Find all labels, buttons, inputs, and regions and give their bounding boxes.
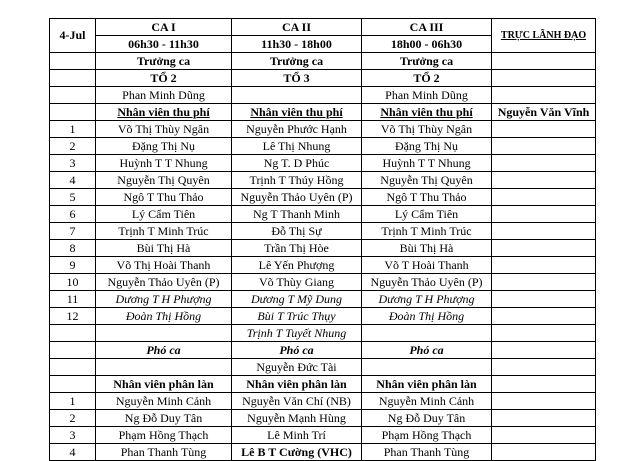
staff-row	[50, 274, 596, 291]
shift-1-person: Phạm Hồng Thạch	[96, 427, 232, 444]
shift-2-staff-title: Nhân viên thu phí	[232, 104, 362, 121]
empty-cell	[50, 104, 96, 121]
shift-1-person: Ngô T Thu Thảo	[96, 189, 232, 206]
empty-cell	[492, 240, 596, 257]
empty-cell	[492, 70, 596, 87]
lane-row	[50, 427, 596, 444]
shift-3-person: Nguyễn Thị Quyên	[362, 172, 492, 189]
shift-2-person: Lê Yến Phượng	[232, 257, 362, 274]
shift-3-person: Lý Cẩm Tiên	[362, 206, 492, 223]
row-number: 3	[50, 155, 96, 172]
extra-staff-row	[50, 325, 596, 342]
empty-cell	[492, 291, 596, 308]
head-team-row	[50, 70, 596, 87]
shift-3-person: Phan Thanh Tùng	[362, 444, 492, 461]
shift-3-staff-title: Nhân viên thu phí	[362, 104, 492, 121]
row-number: 9	[50, 257, 96, 274]
shift-3-person: Bùi Thị Hà	[362, 240, 492, 257]
staff-row	[50, 291, 596, 308]
shift-3-person: Nguyễn Minh Cảnh	[362, 393, 492, 410]
staff-row	[50, 257, 596, 274]
leader-name: Nguyễn Văn Vĩnh	[492, 104, 596, 121]
staff-row	[50, 189, 596, 206]
empty-cell	[50, 376, 96, 393]
head-name-row	[50, 87, 596, 104]
lane-row	[50, 410, 596, 427]
row-number: 2	[50, 410, 96, 427]
empty-cell	[492, 223, 596, 240]
shift-3-head-title: Trưởng ca	[362, 53, 492, 70]
empty-cell	[492, 189, 596, 206]
empty-cell	[492, 274, 596, 291]
shift-1-person: Đoàn Thị Hồng	[96, 308, 232, 325]
row-number: 10	[50, 274, 96, 291]
shift-2-person: Ng T. D Phúc	[232, 155, 362, 172]
empty-cell	[492, 138, 596, 155]
shift-1-person: Lý Cẩm Tiên	[96, 206, 232, 223]
empty-cell	[96, 325, 232, 342]
shift-schedule-table	[49, 18, 596, 461]
empty-cell	[492, 87, 596, 104]
row-number: 1	[50, 121, 96, 138]
shift-1-person: Đặng Thị Nụ	[96, 138, 232, 155]
empty-cell	[492, 410, 596, 427]
shift-2-team: TỔ 3	[232, 70, 362, 87]
staff-row	[50, 308, 596, 325]
row-number: 5	[50, 189, 96, 206]
lane-title-row	[50, 376, 596, 393]
shift-2-head-name	[232, 87, 362, 104]
staff-title-row	[50, 104, 596, 121]
shift-3-person: Ng Đỗ Duy Tân	[362, 410, 492, 427]
shift-3-person: Đặng Thị Nụ	[362, 138, 492, 155]
shift-3-person: Ngô T Thu Thảo	[362, 189, 492, 206]
empty-cell	[50, 87, 96, 104]
date-cell: 4-Jul	[50, 19, 96, 53]
shift-2-person: Võ Thùy Giang	[232, 274, 362, 291]
shift-2-person: Dương T Mỹ Dung	[232, 291, 362, 308]
row-number: 6	[50, 206, 96, 223]
shift-1-name: CA I	[96, 19, 232, 36]
shift-2-person: Lê B T Cường (VHC)	[232, 444, 362, 461]
header-row-1	[50, 19, 596, 36]
empty-cell	[492, 427, 596, 444]
empty-cell	[492, 359, 596, 376]
shift-3-person: Võ T Hoài Thanh	[362, 257, 492, 274]
empty-cell	[50, 325, 96, 342]
lane-row	[50, 444, 596, 461]
shift-1-staff-title: Nhân viên thu phí	[96, 104, 232, 121]
deputy-name: Nguyễn Đức Tài	[232, 359, 362, 376]
shift-1-person: Võ Thị Hoài Thanh	[96, 257, 232, 274]
staff-rows	[50, 121, 596, 325]
shift-2-deputy-title: Phó ca	[232, 342, 362, 359]
shift-2-person: Nguyễn Thảo Uyên (P)	[232, 189, 362, 206]
shift-2-person: Nguyễn Văn Chí (NB)	[232, 393, 362, 410]
lane-row	[50, 393, 596, 410]
shift-3-person: Đoàn Thị Hồng	[362, 308, 492, 325]
shift-2-person: Trịnh T Thúy Hồng	[232, 172, 362, 189]
empty-cell	[50, 53, 96, 70]
shift-3-person: Phạm Hồng Thạch	[362, 427, 492, 444]
staff-row	[50, 206, 596, 223]
shift-2-head-title: Trưởng ca	[232, 53, 362, 70]
staff-row	[50, 155, 596, 172]
empty-cell	[492, 257, 596, 274]
shift-2-person: Bùi T Trúc Thụy	[232, 308, 362, 325]
empty-cell	[50, 70, 96, 87]
staff-row	[50, 121, 596, 138]
deputy-title-row	[50, 342, 596, 359]
shift-3-person: Trịnh T Minh Trúc	[362, 223, 492, 240]
empty-cell	[492, 325, 596, 342]
empty-cell	[492, 172, 596, 189]
row-number: 12	[50, 308, 96, 325]
row-number: 2	[50, 138, 96, 155]
shift-2-name: CA II	[232, 19, 362, 36]
staff-row	[50, 240, 596, 257]
shift-2-lane-title: Nhân viên phân làn	[232, 376, 362, 393]
row-number: 4	[50, 172, 96, 189]
shift-1-team: TỔ 2	[96, 70, 232, 87]
shift-2-person: Ng T Thanh Minh	[232, 206, 362, 223]
shift-2-person: Trần Thị Hòe	[232, 240, 362, 257]
shift-3-person: Huỳnh T T Nhung	[362, 155, 492, 172]
empty-cell	[492, 121, 596, 138]
empty-cell	[492, 376, 596, 393]
empty-cell	[492, 53, 596, 70]
lane-rows	[50, 393, 596, 461]
row-number: 3	[50, 427, 96, 444]
shift-3-lane-title: Nhân viên phân làn	[362, 376, 492, 393]
leadership-header: TRỰC LÃNH ĐẠO	[492, 19, 596, 53]
empty-cell	[492, 342, 596, 359]
shift-3-name: CA III	[362, 19, 492, 36]
shift-1-person: Huỳnh T T Nhung	[96, 155, 232, 172]
row-number: 8	[50, 240, 96, 257]
shift-1-person: Nguyễn Minh Cảnh	[96, 393, 232, 410]
shift-3-team: TỔ 2	[362, 70, 492, 87]
empty-cell	[492, 206, 596, 223]
shift-1-person: Phan Thanh Tùng	[96, 444, 232, 461]
shift-2-person: Nguyễn Mạnh Hùng	[232, 410, 362, 427]
empty-cell	[492, 308, 596, 325]
empty-cell	[362, 359, 492, 376]
shift-2-time: 11h30 - 18h00	[232, 36, 362, 53]
deputy-name-row	[50, 359, 596, 376]
shift-1-person: Bùi Thị Hà	[96, 240, 232, 257]
shift-1-person: Võ Thị Thùy Ngân	[96, 121, 232, 138]
empty-cell	[96, 359, 232, 376]
shift-2-person: Lê Thị Nhung	[232, 138, 362, 155]
shift-1-person: Nguyễn Thảo Uyên (P)	[96, 274, 232, 291]
shift-3-deputy-title: Phó ca	[362, 342, 492, 359]
row-number: 11	[50, 291, 96, 308]
row-number: 4	[50, 444, 96, 461]
extra-staff-name: Trịnh T Tuyết Nhung	[232, 325, 362, 342]
shift-2-person: Lê Minh Trí	[232, 427, 362, 444]
shift-2-person: Đỗ Thị Sự	[232, 223, 362, 240]
staff-row	[50, 223, 596, 240]
shift-3-head-name: Phan Minh Dũng	[362, 87, 492, 104]
shift-1-person: Nguyễn Thị Quyên	[96, 172, 232, 189]
shift-1-deputy-title: Phó ca	[96, 342, 232, 359]
shift-3-time: 18h00 - 06h30	[362, 36, 492, 53]
row-number: 1	[50, 393, 96, 410]
empty-cell	[50, 359, 96, 376]
shift-3-person: Dương T H Phượng	[362, 291, 492, 308]
shift-2-person: Nguyễn Phước Hạnh	[232, 121, 362, 138]
shift-1-time: 06h30 - 11h30	[96, 36, 232, 53]
head-title-row	[50, 53, 596, 70]
shift-1-head-title: Trưởng ca	[96, 53, 232, 70]
shift-1-person: Trịnh T Minh Trúc	[96, 223, 232, 240]
empty-cell	[362, 325, 492, 342]
empty-cell	[492, 155, 596, 172]
empty-cell	[492, 393, 596, 410]
empty-cell	[50, 342, 96, 359]
empty-cell	[492, 444, 596, 461]
shift-3-person: Nguyễn Thảo Uyên (P)	[362, 274, 492, 291]
shift-1-lane-title: Nhân viên phân làn	[96, 376, 232, 393]
shift-1-head-name: Phan Minh Dũng	[96, 87, 232, 104]
shift-3-person: Võ Thị Thùy Ngân	[362, 121, 492, 138]
staff-row	[50, 172, 596, 189]
shift-1-person: Ng Đỗ Duy Tân	[96, 410, 232, 427]
row-number: 7	[50, 223, 96, 240]
staff-row	[50, 138, 596, 155]
shift-1-person: Dương T H Phượng	[96, 291, 232, 308]
